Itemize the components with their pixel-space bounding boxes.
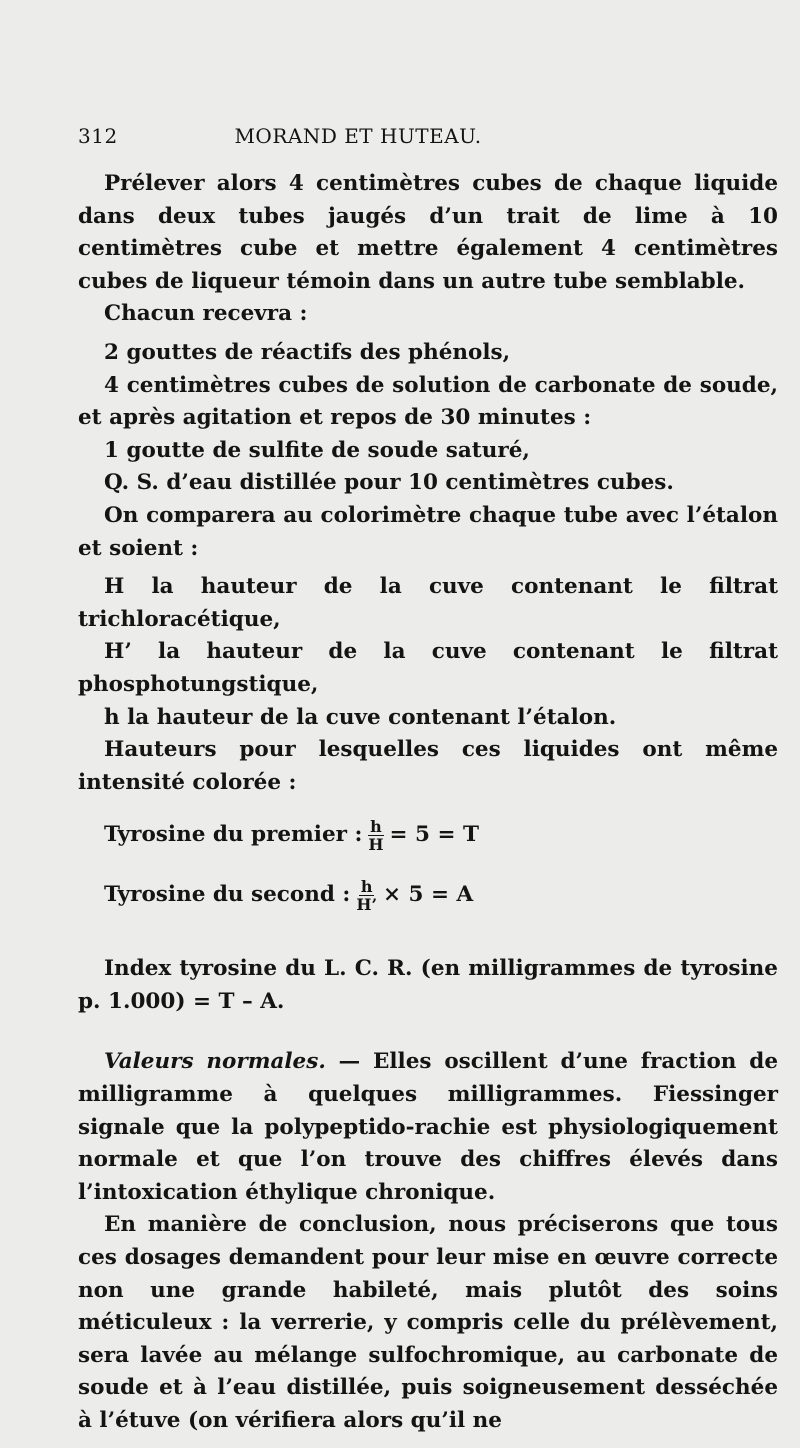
formula-2-result: × 5 = A (383, 881, 474, 907)
formula-2-fraction (354, 878, 379, 913)
formula-1-denominator: H (368, 834, 384, 854)
body-text (78, 168, 778, 1438)
paragraph-1: Prélever alors 4 centimètres cubes de chaque liquide dans deux tubes jaugés d’un trait de lime à 10 centimètres cube et mettre également 4 centimètres cubes de liqueur témoin dans un autre tube semblable. (78, 171, 778, 294)
formula-2-numerator: h (360, 876, 373, 896)
paragraph-5: Index tyrosine du L. C. R. (en milligrammes de tyrosine p. 1.000) = T – A. (78, 956, 778, 1014)
formula-2 (78, 865, 778, 925)
page-number: 312 (78, 124, 118, 148)
definition-H-prime: H’ la hauteur de la cuve contenant le filtrat phosphotungstique, (78, 639, 778, 697)
paragraph-6 (78, 1046, 778, 1209)
paragraph-7: En manière de conclusion, nous préciserons que tous ces dosages demandent pour leur mise en œuvre correcte non une grande habileté, mais plutôt des soins méticuleux : la verrerie, y compris celle du prélèvement, sera lavée au mélange sulfochromique, au carbonate de soude et à l’eau distillée, puis soigneusement desséchée à l’étuve (on vérifiera alors qu’il ne (78, 1212, 778, 1433)
formula-1-result: = 5 = T (389, 821, 479, 847)
formula-2-label: Tyrosine du second : (104, 881, 351, 907)
paragraph-2: Chacun recevra : (104, 301, 308, 327)
running-head: MORAND ET HUTEAU. (234, 124, 482, 148)
paragraph-3: On comparera au colorimètre chaque tube avec l’étalon et soient : (78, 502, 778, 561)
paragraph-6-text: — Elles oscillent d’une fraction de milligramme à quelques milligrammes. Fiessinger signale que la polypeptido-rachie est physiologiquement normale et que l’on trouve des chiffres élevés dans l’intoxication éthylique chronique. (78, 1049, 778, 1205)
list-item-1: 2 gouttes de réactifs des phénols, (104, 339, 511, 365)
formula-1 (78, 805, 778, 865)
list-item-2: 4 centimètres cubes de solution de carbonate de soude, et après agitation et repos de 30 minutes : (78, 372, 778, 431)
formula-1-label: Tyrosine du premier : (104, 821, 363, 847)
definition-h: h la hauteur de la cuve contenant l’étalon. (104, 704, 617, 730)
paragraph-4: Hauteurs pour lesquelles ces liquides ont même intensité colorée : (78, 737, 778, 795)
formula-1-numerator: h (370, 816, 382, 836)
paragraph-6-title: Valeurs normales. (104, 1049, 326, 1075)
list-item-4: Q. S. d’eau distillée pour 10 centimètres cubes. (104, 470, 674, 496)
formula-2-denominator: H’ (356, 894, 378, 914)
list-item-3: 1 goutte de sulfite de soude saturé, (104, 437, 530, 463)
formula-1-fraction (366, 818, 385, 853)
page-header (78, 124, 758, 154)
definition-H: H la hauteur de la cuve contenant le filtrat trichloracétique, (78, 574, 778, 632)
